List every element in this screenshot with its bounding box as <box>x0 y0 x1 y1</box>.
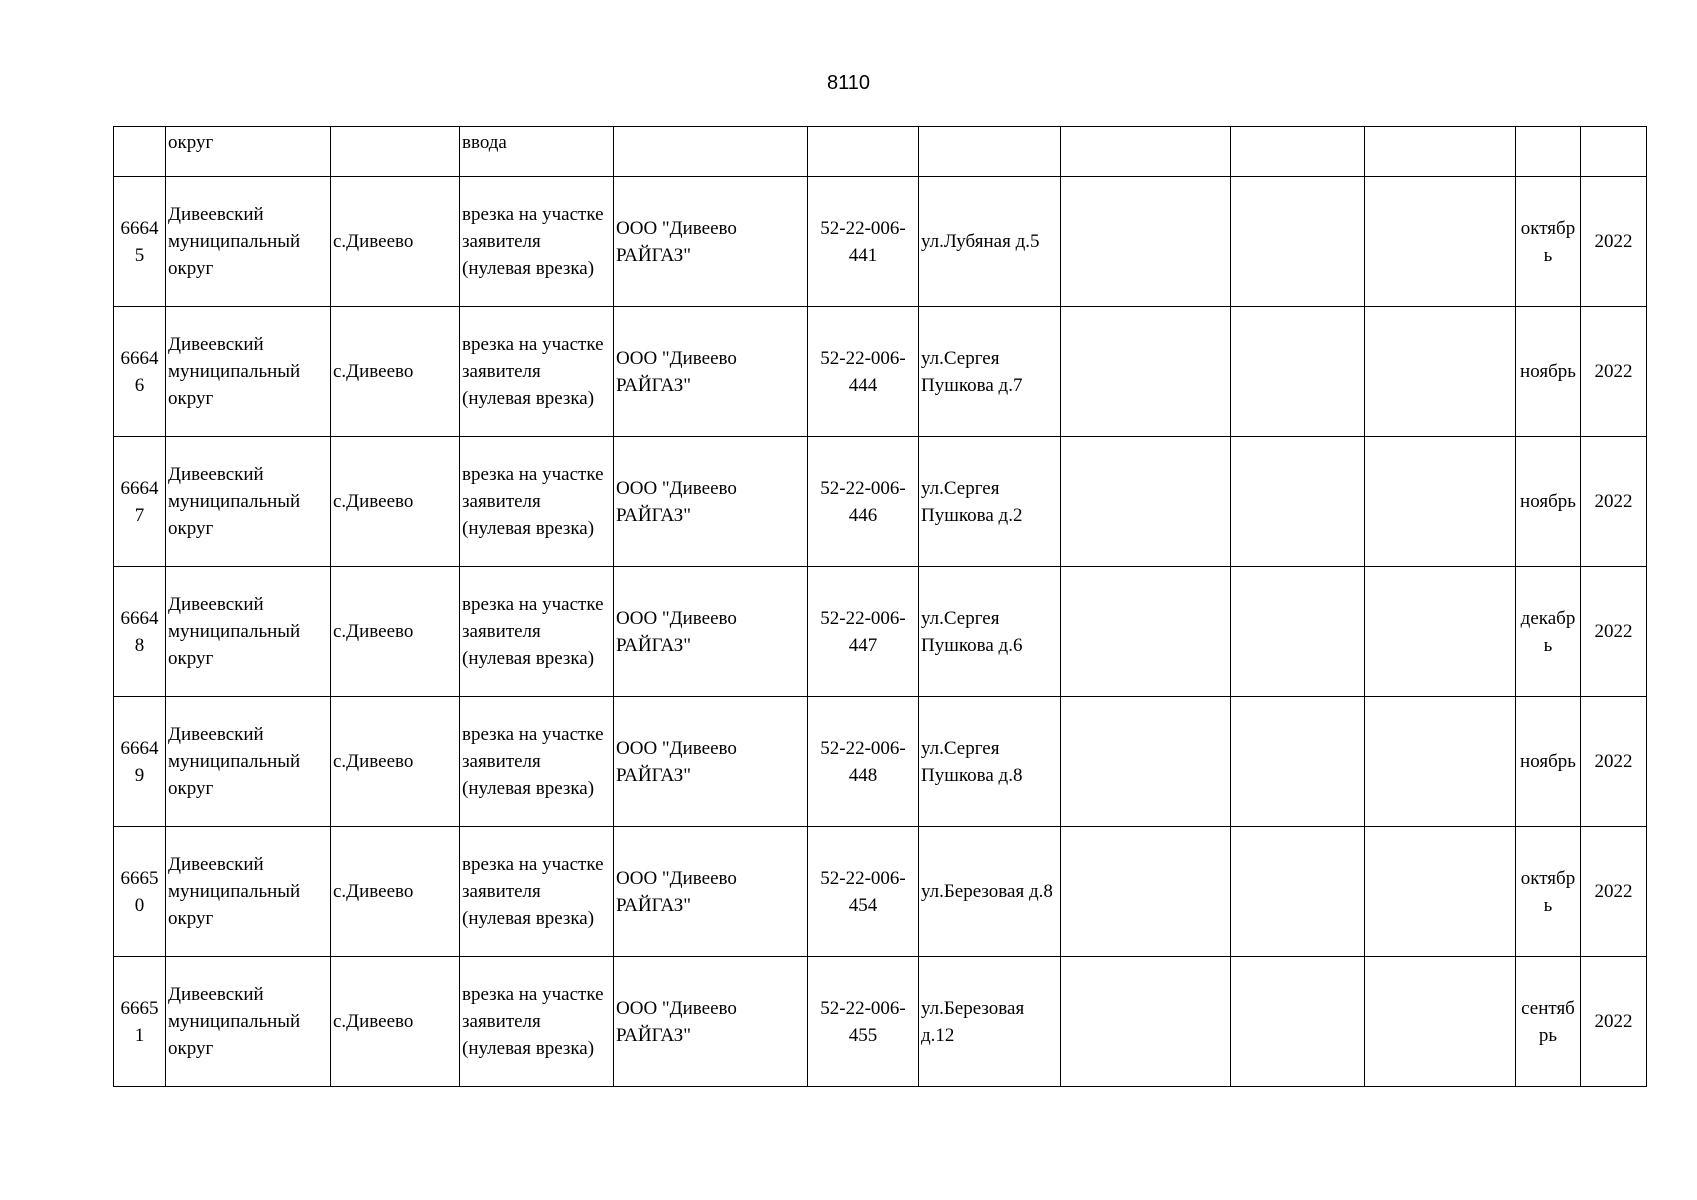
cell-work-type: ввода <box>460 127 614 177</box>
cell-cadastral: 52-22-006-441 <box>808 177 919 307</box>
cell-year: 2022 <box>1581 827 1647 957</box>
cell-empty <box>1231 567 1365 697</box>
cell-locality: с.Дивеево <box>331 567 460 697</box>
cell-locality: с.Дивеево <box>331 827 460 957</box>
cell-month: ноябрь <box>1516 307 1581 437</box>
cell-num <box>114 127 166 177</box>
cell-locality: с.Дивеево <box>331 307 460 437</box>
cell-locality: с.Дивеево <box>331 437 460 567</box>
cell-district: Дивеевский муниципальный округ <box>166 827 331 957</box>
cell-district: Дивеевский муниципальный округ <box>166 957 331 1087</box>
cell-month: октябрь <box>1516 177 1581 307</box>
table-row <box>114 827 1647 957</box>
cell-month: ноябрь <box>1516 437 1581 567</box>
cell-org: ООО "Дивеево РАЙГАЗ" <box>614 957 808 1087</box>
cell-locality: с.Дивеево <box>331 957 460 1087</box>
cell-locality <box>331 127 460 177</box>
cell-org: ООО "Дивеево РАЙГАЗ" <box>614 827 808 957</box>
table-row <box>114 437 1647 567</box>
cell-num: 66651 <box>114 957 166 1087</box>
cell-cadastral: 52-22-006-447 <box>808 567 919 697</box>
cell-empty <box>1365 127 1516 177</box>
cell-year: 2022 <box>1581 697 1647 827</box>
cell-empty <box>1061 177 1231 307</box>
cell-empty <box>1365 957 1516 1087</box>
cell-empty <box>1231 827 1365 957</box>
cell-address: ул.Лубяная д.5 <box>919 177 1061 307</box>
cell-empty <box>1365 307 1516 437</box>
cell-year: 2022 <box>1581 307 1647 437</box>
cell-num: 66650 <box>114 827 166 957</box>
cell-empty <box>1231 437 1365 567</box>
cell-month: октябрь <box>1516 827 1581 957</box>
cell-address: ул.Сергея Пушкова д.8 <box>919 697 1061 827</box>
cell-cadastral: 52-22-006-454 <box>808 827 919 957</box>
cell-num: 66646 <box>114 307 166 437</box>
cell-district: округ <box>166 127 331 177</box>
table-row <box>114 567 1647 697</box>
cell-year <box>1581 127 1647 177</box>
cell-empty <box>1061 567 1231 697</box>
table-row <box>114 957 1647 1087</box>
cell-work-type: врезка на участке заявителя (нулевая врезка) <box>460 437 614 567</box>
cell-org: ООО "Дивеево РАЙГАЗ" <box>614 567 808 697</box>
cell-work-type: врезка на участке заявителя (нулевая врезка) <box>460 177 614 307</box>
cell-work-type: врезка на участке заявителя (нулевая врезка) <box>460 697 614 827</box>
cell-district: Дивеевский муниципальный округ <box>166 177 331 307</box>
table-row <box>114 697 1647 827</box>
cell-empty <box>1365 567 1516 697</box>
cell-district: Дивеевский муниципальный округ <box>166 567 331 697</box>
cell-empty <box>1365 827 1516 957</box>
cell-num: 66648 <box>114 567 166 697</box>
cell-month: ноябрь <box>1516 697 1581 827</box>
cell-empty <box>1061 127 1231 177</box>
cell-cadastral: 52-22-006-448 <box>808 697 919 827</box>
cell-empty <box>1231 127 1365 177</box>
cell-empty <box>1231 307 1365 437</box>
cell-empty <box>1061 827 1231 957</box>
cell-cadastral <box>808 127 919 177</box>
cell-work-type: врезка на участке заявителя (нулевая врезка) <box>460 307 614 437</box>
cell-work-type: врезка на участке заявителя (нулевая врезка) <box>460 957 614 1087</box>
cell-work-type: врезка на участке заявителя (нулевая врезка) <box>460 827 614 957</box>
cell-year: 2022 <box>1581 957 1647 1087</box>
cell-empty <box>1231 177 1365 307</box>
cell-address <box>919 127 1061 177</box>
cell-empty <box>1365 177 1516 307</box>
cell-year: 2022 <box>1581 177 1647 307</box>
cell-month: сентябрь <box>1516 957 1581 1087</box>
table-row <box>114 177 1647 307</box>
cell-empty <box>1231 697 1365 827</box>
cell-org: ООО "Дивеево РАЙГАЗ" <box>614 697 808 827</box>
cell-org: ООО "Дивеево РАЙГАЗ" <box>614 437 808 567</box>
cell-org: ООО "Дивеево РАЙГАЗ" <box>614 177 808 307</box>
cell-cadastral: 52-22-006-446 <box>808 437 919 567</box>
cell-district: Дивеевский муниципальный округ <box>166 697 331 827</box>
cell-year: 2022 <box>1581 437 1647 567</box>
cell-address: ул.Березовая д.8 <box>919 827 1061 957</box>
cell-org <box>614 127 808 177</box>
cell-locality: с.Дивеево <box>331 697 460 827</box>
cell-empty <box>1061 957 1231 1087</box>
cell-empty <box>1365 697 1516 827</box>
cell-num: 66645 <box>114 177 166 307</box>
table-body <box>114 127 1647 1087</box>
table-row <box>114 307 1647 437</box>
cell-empty <box>1061 307 1231 437</box>
cell-empty <box>1061 437 1231 567</box>
cell-address: ул.Сергея Пушкова д.2 <box>919 437 1061 567</box>
page-number: 8110 <box>826 72 870 94</box>
cell-empty <box>1231 957 1365 1087</box>
cell-work-type: врезка на участке заявителя (нулевая врезка) <box>460 567 614 697</box>
cell-cadastral: 52-22-006-444 <box>808 307 919 437</box>
cell-district: Дивеевский муниципальный округ <box>166 437 331 567</box>
cell-district: Дивеевский муниципальный округ <box>166 307 331 437</box>
cell-cadastral: 52-22-006-455 <box>808 957 919 1087</box>
cell-month: декабрь <box>1516 567 1581 697</box>
cell-year: 2022 <box>1581 567 1647 697</box>
cell-empty <box>1061 697 1231 827</box>
cell-address: ул.Сергея Пушкова д.7 <box>919 307 1061 437</box>
cell-num: 66649 <box>114 697 166 827</box>
cell-month <box>1516 127 1581 177</box>
table-row-continuation <box>114 127 1647 177</box>
cell-org: ООО "Дивеево РАЙГАЗ" <box>614 307 808 437</box>
cell-address: ул.Сергея Пушкова д.6 <box>919 567 1061 697</box>
cell-address: ул.Березовая д.12 <box>919 957 1061 1087</box>
cell-num: 66647 <box>114 437 166 567</box>
cell-empty <box>1365 437 1516 567</box>
cell-locality: с.Дивеево <box>331 177 460 307</box>
registry-table <box>113 126 1647 1087</box>
